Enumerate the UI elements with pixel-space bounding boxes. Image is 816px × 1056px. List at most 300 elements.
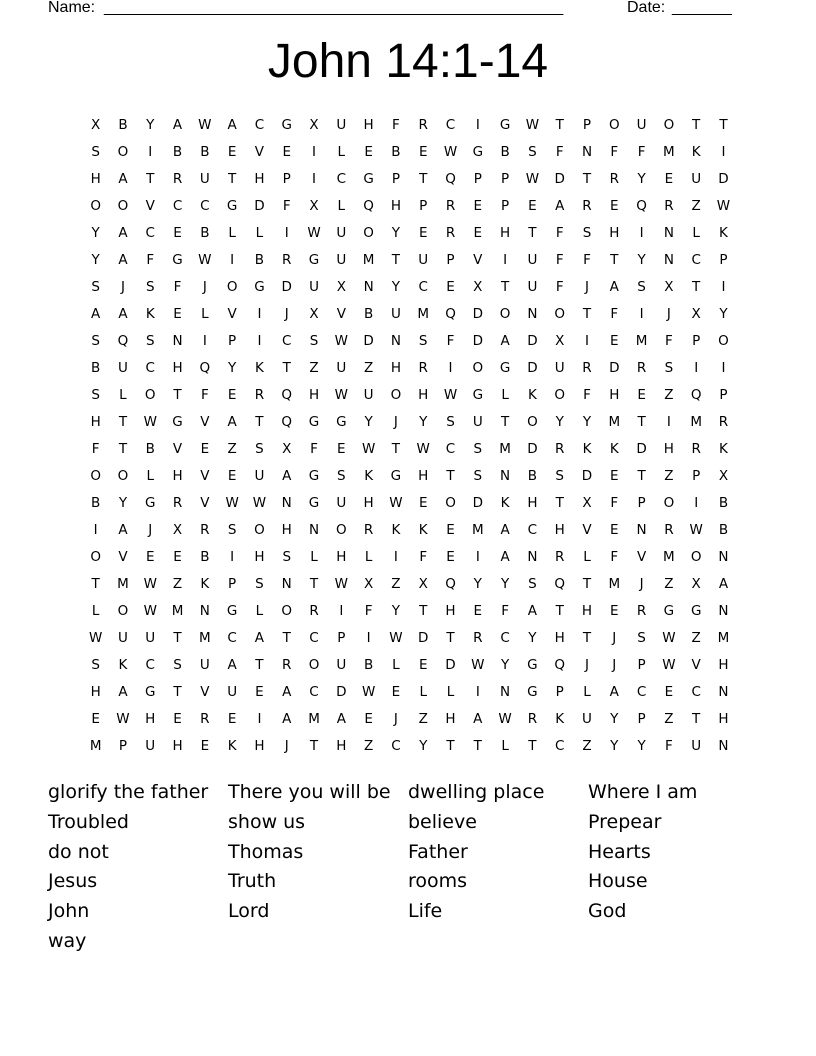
grid-letter: O (90, 548, 101, 565)
grid-letter: S (473, 440, 483, 457)
grid-letter: G (254, 278, 265, 295)
grid-letter: W (88, 629, 103, 646)
grid-letter: K (582, 440, 592, 457)
grid-letter: E (473, 224, 483, 241)
grid-letter: K (527, 386, 537, 403)
grid-letter: H (172, 737, 183, 754)
grid-letter: H (172, 467, 183, 484)
grid-letter: R (445, 224, 456, 241)
grid-letter: F (173, 278, 182, 295)
grid-letter: T (637, 467, 646, 484)
grid-letter: U (227, 683, 238, 700)
grid-letter: E (227, 467, 237, 484)
grid-letter: L (419, 683, 427, 700)
grid-letter: Z (391, 575, 401, 592)
grid-letter: K (500, 494, 510, 511)
word-bank-item: do not (48, 840, 109, 863)
grid-letter: L (255, 602, 264, 619)
grid-letter: Q (281, 386, 293, 403)
grid-letter: F (555, 143, 564, 160)
grid-letter: I (312, 170, 317, 187)
grid-letter: S (91, 386, 100, 403)
grid-letter: I (585, 332, 589, 349)
grid-letter: X (309, 305, 319, 322)
grid-letter: O (690, 548, 702, 565)
grid-letter: M (199, 629, 211, 646)
grid-letter: G (145, 494, 156, 511)
grid-row (82, 246, 738, 273)
grid-letter: E (418, 224, 428, 241)
grid-letter: G (663, 602, 675, 619)
grid-letter: F (146, 251, 155, 268)
grid-letter: V (254, 143, 265, 160)
grid-letter: D (363, 332, 374, 349)
grid-letter: R (582, 359, 592, 376)
grid-letter: C (145, 224, 155, 241)
grid-letter: X (664, 278, 674, 295)
grid-letter: I (475, 683, 480, 700)
grid-letter: V (200, 413, 210, 430)
grid-letter: B (145, 440, 155, 457)
grid-letter: H (609, 224, 620, 241)
grid-letter: R (473, 629, 483, 646)
grid-letter: N (500, 683, 511, 700)
grid-letter: G (145, 683, 156, 700)
grid-letter: D (527, 332, 538, 349)
grid-letter: S (91, 332, 100, 349)
grid-letter: B (500, 143, 510, 160)
date-label: Date: (627, 0, 666, 16)
grid-letter: X (582, 494, 592, 511)
grid-letter: N (527, 548, 538, 565)
grid-letter: R (636, 359, 647, 376)
grid-row (82, 165, 738, 192)
grid-letter: N (636, 521, 647, 538)
grid-letter: H (336, 737, 347, 754)
grid-letter: F (665, 332, 673, 349)
grid-letter: T (610, 251, 619, 268)
grid-letter: R (555, 440, 565, 457)
grid-letter: U (145, 629, 156, 646)
grid-letter: Z (691, 197, 701, 214)
grid-letter: B (718, 494, 729, 511)
grid-letter: W (662, 629, 676, 646)
grid-letter: O (90, 197, 101, 214)
grid-letter: Q (445, 575, 456, 592)
grid-row (82, 300, 738, 327)
grid-letter: R (363, 521, 374, 538)
grid-letter: F (610, 494, 619, 511)
grid-letter: T (692, 278, 701, 295)
grid-letter: T (173, 683, 182, 700)
grid-letter: A (282, 710, 292, 727)
word-bank-item: House (588, 870, 648, 893)
grid-letter: O (554, 305, 566, 322)
grid-letter: I (230, 251, 235, 268)
grid-letter: A (555, 197, 565, 214)
grid-letter: X (309, 116, 319, 133)
grid-row (82, 354, 738, 381)
grid-row (82, 543, 738, 570)
grid-letter: J (612, 656, 617, 673)
grid-letter: R (636, 602, 647, 619)
grid-letter: K (609, 440, 619, 457)
word-bank-item: believe (408, 810, 477, 833)
grid-letter: J (393, 710, 398, 727)
grid-row (82, 192, 738, 219)
grid-letter: A (500, 332, 510, 349)
word-bank-item: Life (408, 900, 443, 923)
grid-letter: E (446, 521, 455, 538)
grid-letter: Y (91, 251, 100, 268)
grid-letter: K (200, 575, 210, 592)
grid-letter: H (254, 548, 265, 565)
grid-letter: N (663, 224, 674, 241)
grid-letter: N (663, 251, 674, 268)
grid-letter: O (663, 116, 675, 133)
grid-letter: A (254, 629, 265, 646)
grid-letter: C (527, 521, 538, 538)
grid-letter: M (608, 413, 621, 430)
name-field-line: ______________________________________________________ (104, 0, 563, 16)
grid-letter: A (609, 278, 619, 295)
grid-row (82, 462, 738, 489)
grid-letter: L (337, 197, 346, 214)
grid-letter: E (200, 440, 210, 457)
grid-letter: M (417, 305, 430, 322)
grid-letter: M (308, 710, 320, 727)
grid-letter: I (721, 278, 726, 295)
grid-letter: T (91, 575, 100, 592)
grid-letter: R (282, 251, 292, 268)
grid-letter: H (445, 602, 456, 619)
grid-letter: I (366, 629, 371, 646)
grid-letter: Y (500, 656, 510, 673)
grid-letter: H (718, 656, 729, 673)
grid-letter: P (637, 494, 646, 511)
grid-row (82, 570, 738, 597)
grid-letter: V (200, 467, 210, 484)
grid-letter: N (581, 143, 593, 160)
grid-letter: C (636, 683, 647, 700)
grid-letter: B (91, 494, 101, 511)
grid-letter: U (336, 494, 347, 511)
grid-letter: W (143, 413, 157, 430)
grid-letter: H (172, 359, 183, 376)
grid-letter: I (148, 143, 153, 160)
grid-letter: L (310, 548, 318, 565)
grid-letter: A (172, 116, 183, 133)
grid-letter: Q (199, 359, 211, 376)
grid-letter: H (90, 683, 101, 700)
grid-letter: F (583, 386, 591, 403)
grid-letter: F (610, 305, 619, 322)
grid-letter: W (471, 656, 485, 673)
grid-row (82, 381, 738, 408)
grid-letter: C (282, 332, 292, 349)
grid-letter: P (337, 629, 346, 646)
grid-letter: A (227, 116, 237, 133)
grid-letter: Q (117, 332, 129, 349)
grid-letter: L (446, 683, 455, 700)
grid-letter: R (309, 602, 319, 619)
grid-letter: L (501, 386, 509, 403)
grid-letter: F (446, 332, 455, 349)
grid-letter: P (582, 116, 592, 133)
grid-letter: B (172, 143, 183, 160)
grid-letter: A (118, 305, 128, 322)
grid-letter: G (499, 116, 511, 133)
grid-letter: E (173, 224, 182, 241)
grid-letter: S (555, 467, 564, 484)
grid-letter: B (200, 224, 210, 241)
grid-letter: I (475, 116, 480, 133)
grid-letter: T (446, 629, 455, 646)
grid-letter: A (718, 575, 729, 592)
word-bank-item: There you will be (228, 781, 391, 803)
grid-letter: C (227, 629, 237, 646)
grid-letter: H (281, 521, 292, 538)
grid-letter: D (281, 278, 292, 295)
grid-letter: K (255, 359, 264, 376)
grid-letter: W (334, 575, 348, 592)
grid-letter: N (527, 305, 538, 322)
grid-letter: L (146, 467, 154, 484)
grid-letter: I (694, 359, 699, 376)
grid-letter: W (334, 332, 348, 349)
grid-letter: B (718, 521, 729, 538)
grid-letter: B (363, 305, 374, 322)
grid-letter: G (172, 251, 183, 268)
grid-letter: I (257, 332, 262, 349)
grid-row (82, 651, 738, 678)
grid-letter: U (691, 170, 702, 187)
grid-letter: E (91, 710, 100, 727)
word-bank-item: dwelling place (408, 781, 545, 803)
grid-letter: A (500, 521, 510, 538)
grid-letter: Y (391, 602, 401, 619)
grid-letter: D (609, 359, 620, 376)
grid-letter: R (172, 494, 183, 511)
grid-letter: C (418, 278, 428, 295)
grid-letter: T (637, 413, 646, 430)
grid-letter: E (364, 143, 373, 160)
grid-letter: J (202, 278, 207, 295)
grid-letter: S (91, 278, 100, 295)
grid-letter: T (528, 737, 537, 754)
grid-letter: B (200, 548, 210, 565)
grid-letter: U (418, 251, 429, 268)
grid-letter: D (472, 305, 483, 322)
grid-letter: Z (664, 386, 674, 403)
grid-letter: J (148, 521, 153, 538)
grid-letter: I (475, 548, 480, 565)
grid-letter: T (528, 224, 537, 241)
grid-letter: V (145, 197, 155, 214)
grid-letter: D (718, 170, 729, 187)
grid-letter: X (555, 332, 565, 349)
grid-letter: U (582, 710, 592, 727)
grid-letter: C (391, 737, 401, 754)
grid-letter: U (527, 251, 538, 268)
grid-letter: X (418, 575, 428, 592)
grid-letter: T (692, 116, 701, 133)
grid-letter: O (527, 413, 538, 430)
grid-letter: T (228, 170, 237, 187)
grid-letter: Y (419, 413, 428, 430)
grid-letter: Q (690, 386, 702, 403)
grid-letter: H (527, 494, 538, 511)
grid-letter: W (689, 521, 703, 538)
grid-letter: W (389, 629, 403, 646)
grid-letter: T (118, 413, 128, 430)
grid-letter: F (392, 116, 400, 133)
grid-letter: A (473, 710, 483, 727)
grid-letter: C (445, 440, 456, 457)
grid-letter: D (472, 494, 483, 511)
grid-letter: S (637, 278, 646, 295)
grid-row (82, 732, 738, 759)
grid-letter: C (554, 737, 565, 754)
date-field-line: _______ (672, 0, 732, 16)
grid-letter: P (282, 170, 291, 187)
grid-letter: T (173, 386, 182, 403)
grid-letter: Z (664, 575, 674, 592)
grid-letter: V (200, 683, 210, 700)
grid-letter: L (364, 548, 373, 565)
grid-letter: R (200, 521, 210, 538)
grid-letter: K (145, 305, 155, 322)
grid-letter: E (637, 386, 646, 403)
grid-letter: W (225, 494, 239, 511)
grid-row (82, 111, 738, 138)
grid-letter: L (583, 548, 591, 565)
grid-letter: E (473, 602, 483, 619)
word-bank-item: Truth (228, 870, 277, 893)
grid-letter: J (639, 575, 644, 592)
grid-letter: W (252, 494, 267, 511)
grid-letter: F (555, 278, 564, 295)
grid-letter: F (364, 602, 373, 619)
grid-letter: S (528, 143, 537, 160)
grid-letter: I (339, 602, 344, 619)
puzzle-title: John 14:1-14 (267, 35, 549, 88)
grid-letter: O (117, 467, 129, 484)
grid-letter: T (173, 629, 182, 646)
grid-letter: K (719, 224, 728, 241)
grid-letter: U (118, 359, 128, 376)
grid-letter: Z (664, 467, 674, 484)
grid-letter: O (281, 602, 293, 619)
grid-letter: H (609, 386, 620, 403)
grid-letter: T (446, 467, 455, 484)
grid-letter: W (143, 575, 157, 592)
grid-letter: F (501, 602, 509, 619)
grid-letter: O (445, 494, 456, 511)
grid-letter: S (528, 575, 537, 592)
grid-letter: V (172, 440, 183, 457)
grid-letter: I (284, 224, 289, 241)
grid-letter: C (172, 197, 183, 214)
grid-letter: L (583, 683, 591, 700)
grid-letter: D (527, 359, 538, 376)
grid-letter: O (390, 386, 402, 403)
grid-letter: A (227, 656, 237, 673)
grid-letter: V (473, 251, 483, 268)
grid-letter: G (527, 683, 538, 700)
grid-letter: T (555, 494, 564, 511)
grid-letter: P (228, 332, 237, 349)
grid-letter: M (499, 440, 511, 457)
grid-letter: R (555, 548, 565, 565)
grid-letter: W (116, 710, 130, 727)
grid-letter: A (118, 521, 128, 538)
grid-letter: E (446, 548, 455, 565)
grid-letter: H (308, 386, 320, 403)
grid-letter: P (501, 197, 510, 214)
grid-letter: Y (391, 224, 401, 241)
grid-letter: N (363, 278, 374, 295)
grid-letter: Y (118, 494, 128, 511)
grid-letter: U (309, 278, 319, 295)
grid-letter: R (172, 170, 183, 187)
grid-row (82, 624, 738, 651)
grid-letter: F (282, 197, 291, 214)
word-bank-item: Lord (228, 900, 270, 923)
grid-letter: W (334, 386, 348, 403)
grid-letter: P (692, 332, 701, 349)
grid-letter: A (609, 683, 619, 700)
grid-letter: W (498, 710, 512, 727)
worksheet-header (48, 0, 748, 20)
grid-letter: L (337, 143, 346, 160)
grid-letter: U (527, 278, 538, 295)
grid-letter: G (308, 251, 320, 268)
grid-letter: Y (637, 737, 646, 754)
grid-letter: Y (719, 305, 728, 322)
grid-letter: J (585, 278, 589, 295)
grid-letter: W (662, 656, 676, 673)
grid-letter: W (307, 224, 321, 241)
grid-letter: C (691, 251, 701, 268)
grid-letter: F (610, 143, 619, 160)
grid-letter: E (528, 197, 537, 214)
grid-letter: R (718, 413, 729, 430)
grid-letter: Z (363, 737, 374, 754)
grid-letter: G (690, 602, 702, 619)
grid-letter: H (554, 629, 565, 646)
grid-letter: S (637, 629, 646, 646)
grid-letter: S (309, 332, 319, 349)
grid-letter: X (691, 575, 701, 592)
grid-letter: E (255, 683, 264, 700)
grid-letter: S (582, 224, 592, 241)
grid-letter: P (719, 251, 728, 268)
grid-letter: D (445, 656, 456, 673)
grid-letter: M (690, 413, 702, 430)
grid-letter: Z (227, 440, 237, 457)
grid-letter: H (500, 224, 511, 241)
grid-letter: P (692, 467, 701, 484)
grid-letter: Y (91, 224, 100, 241)
grid-letter: I (694, 494, 699, 511)
grid-letter: C (500, 629, 510, 646)
grid-row (82, 138, 738, 165)
grid-letter: M (608, 575, 621, 592)
grid-letter: M (471, 521, 484, 538)
word-bank-item: Troubled (48, 810, 129, 833)
grid-letter: T (582, 575, 592, 592)
